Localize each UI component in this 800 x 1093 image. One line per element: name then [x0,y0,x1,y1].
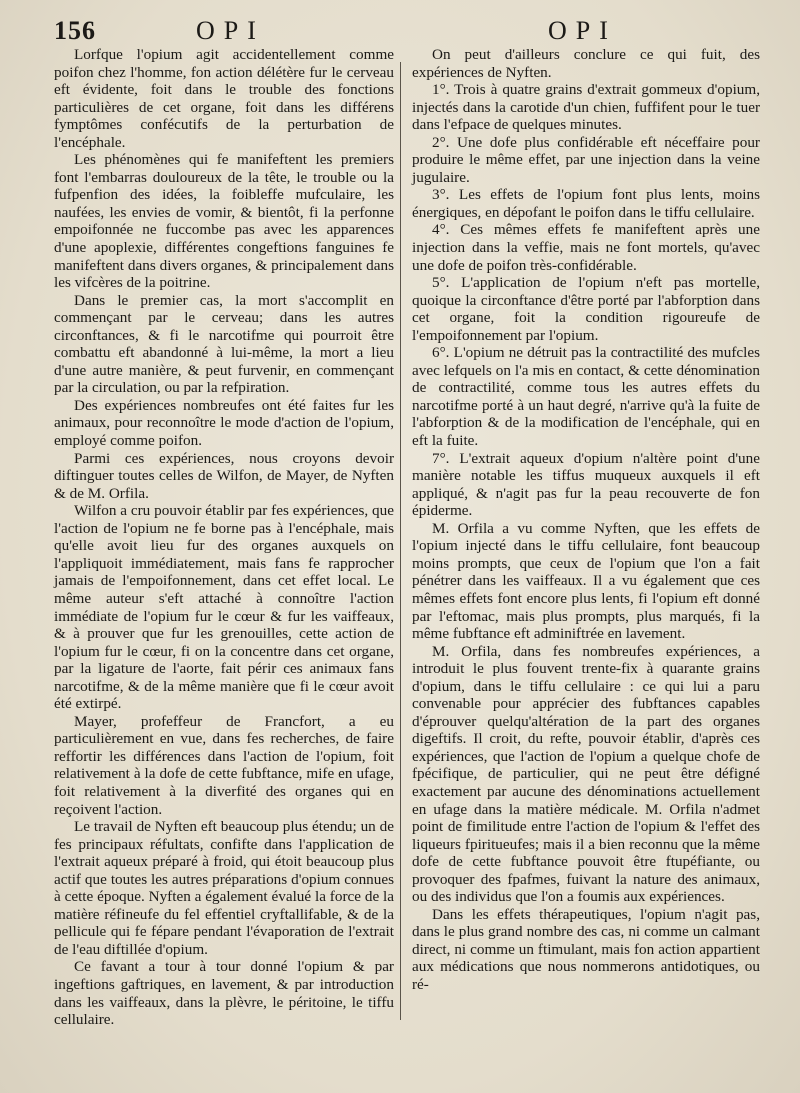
paragraph: Lorfque l'opium agit accidentellement comme poifon chez l'homme, fon action délétère fur le cerveau eft évidente, foit dans le trouble des fonctions particulières de cet organe, foit dans les différens fymptômes confécutifs de la perturbation de l'encéphale. [54,46,394,151]
paragraph: M. Orfila a vu comme Nyften, que les effets de l'opium injecté dans le tiffu cellulaire, font beaucoup moins prompts, que ceux de l'opium que l'on a fait pénétrer dans les vaiffeaux. Il a vu également que ces mêmes effets font encore plus lents, fi l'opium eft donné par l'eftomac, mais plus prompts, plus marqués, fi la même fubftance eft adminiftrée en lavement. [412,519,760,643]
paragraph: M. Orfila, dans fes nombreufes expériences, a introduit le plus fouvent trente-fix à quarante grains d'opium, dans le tiffu cellulaire : ce qui lui a paru convenable pour apprécier des fubftances capables d'éprouver quelqu'altération de la part des organes digeftifs. Il croit, du refte, pouvoir établir, d'après ces expériences, que l'action de l'opium a quelque chofe de fpécifique, de particulier, qui ne peut être défigné exactement par aucune des dénominations actuellement en ufage dans la matière médicale. M. Orfila n'admet point de fimilitude entre l'action de l'opium & l'effet des liqueurs fpiritueufes; mais il a bien reconnu que la même dofe de cette fubftance pouvoit être ftupéfiante, ou provoquer des fpafmes, fuivant la nature des animaux, ou des individus que l'on a foumis aux expériences. [412,642,760,906]
paragraph: 1°. Trois à quatre grains d'extrait gommeux d'opium, injectés dans la carotide d'un chien, fuffifent pour le tuer dans l'efpace de quelques minutes. [412,81,760,134]
paragraph: Mayer, profeffeur de Francfort, a eu particulièrement en vue, dans fes recherches, de faire reffortir les différences dans l'action de l'opium, foit relativement à la dofe de cette fubftance, mife en ufage, foit relativement à la diverfité des organes qui en reçoivent l'action. [54,712,394,818]
paragraph: Parmi ces expériences, nous croyons devoir diftinguer toutes celles de Wilfon, de Mayer, de Nyften & de M. Orfila. [54,449,394,502]
paragraph: 5°. L'application de l'opium n'eft pas mortelle, quoique la circonftance d'être porté par l'abforption dans cet organe, foit la condition rigoureufe de l'empoifonnement par l'opium. [412,274,760,344]
running-head-right: OPI [548,16,617,45]
paragraph: 2°. Une dofe plus confidérable eft néceffaire pour produire le même effet, par une injection dans la veine jugulaire. [412,133,760,186]
paragraph: Des expériences nombreufes ont été faites fur les animaux, pour reconnoître le mode d'action de l'opium, employé comme poifon. [54,396,394,450]
paragraph: 4°. Ces mêmes effets fe manifeftent après une injection dans la veffie, mais ne font mortels, qu'avec une dofe de poifon très-confidérable. [412,221,760,274]
page-header [0,14,800,46]
column-divider [400,62,401,1020]
paragraph: 3°. Les effets de l'opium font plus lents, moins énergiques, en dépofant le poifon dans le tiffu cellulaire. [412,186,760,221]
paragraph: Wilfon a cru pouvoir établir par fes expériences, que l'action de l'opium ne fe borne pas à l'encéphale, mais qu'elle avoit lieu fur des organes auxquels on l'appliquoit immédiatement, mais fans fe rapprocher jamais de l'empoifonnement, dans cet effet local. Le même auteur s'eft attaché à connoître l'action immédiate de l'opium fur le cœur & fur les vaiffeaux, & à prouver que fur les grenouilles, cette action de l'opium fur le cœur, fi on la concentre dans cet organe, par la ligature de l'aorte, fait périr ces animaux fans narcotifme, & de la même manière que fi le cœur avoit été extirpé. [54,502,394,713]
right-column [412,46,760,994]
paragraph: Le travail de Nyften eft beaucoup plus étendu; un de fes principaux réfultats, confifte dans l'application de l'extrait aqueux préparé à froid, qui étoit beaucoup plus actif que toutes les autres préparations d'opium connues à cette époque. Nyften a également évalué la force de la matière réfineufe du fel effentiel cryftallifable, & de la pellicule qui fe fépare pendant l'évaporation de l'extrait de l'eau diftillée d'opium. [54,818,394,958]
paragraph: Les phénomènes qui fe manifeftent les premiers font l'embarras douloureux de la tête, le trouble ou la fufpenfion des idées, la foibleffe mufculaire, les naufées, les envies de vomir, & bientôt, fi la perfonne empoifonnée ne fuccombe pas avec les apparences d'une apoplexie, différentes congeftions fanguines fe manifeftent dans divers organes, & principalement dans les vifcères de la poitrine. [54,151,394,292]
page-number: 156 [54,16,96,45]
paragraph: Dans le premier cas, la mort s'accomplit en commençant par le cerveau; dans les autres circonftances, & fi le narcotifme qui pourroit être combattu eft abandonné à lui-même, la mort a lieu d'une autre manière, & peut furvenir, en commençant par la circulation, ou par la refpiration. [54,291,394,397]
left-column [54,46,394,1029]
paragraph: 7°. L'extrait aqueux d'opium n'altère point d'une manière notable les tiffus muqueux auxquels il eft appliqué, & n'agit pas fur la peau recouverte de fon épiderme. [412,449,760,520]
paragraph: Ce favant a tour à tour donné l'opium & par ingeftions gaftriques, en lavement, & par introduction dans les vaiffeaux, dans la plèvre, le péritoine, le tiffu cellulaire. [54,958,394,1029]
running-head-left: OPI [196,16,265,45]
paragraph: Dans les effets thérapeutiques, l'opium n'agit pas, dans le plus grand nombre des cas, ni comme un calmant direct, ni comme un ftimulant, mais fon action appartient aux médications que nous nommerons antidotiques, ou ré- [412,905,760,993]
paragraph: On peut d'ailleurs conclure ce qui fuit, des expériences de Nyften. [412,46,760,81]
paragraph: 6°. L'opium ne détruit pas la contractilité des mufcles avec lefquels on l'a mis en contact, & cette dénomination de contractilité, comme tous les autres effets du narcotifme porté à un haut degré, n'arrive qu'à la fuite de l'abforption & de la modification de l'encéphale, qui en eft la fuite. [412,344,760,450]
